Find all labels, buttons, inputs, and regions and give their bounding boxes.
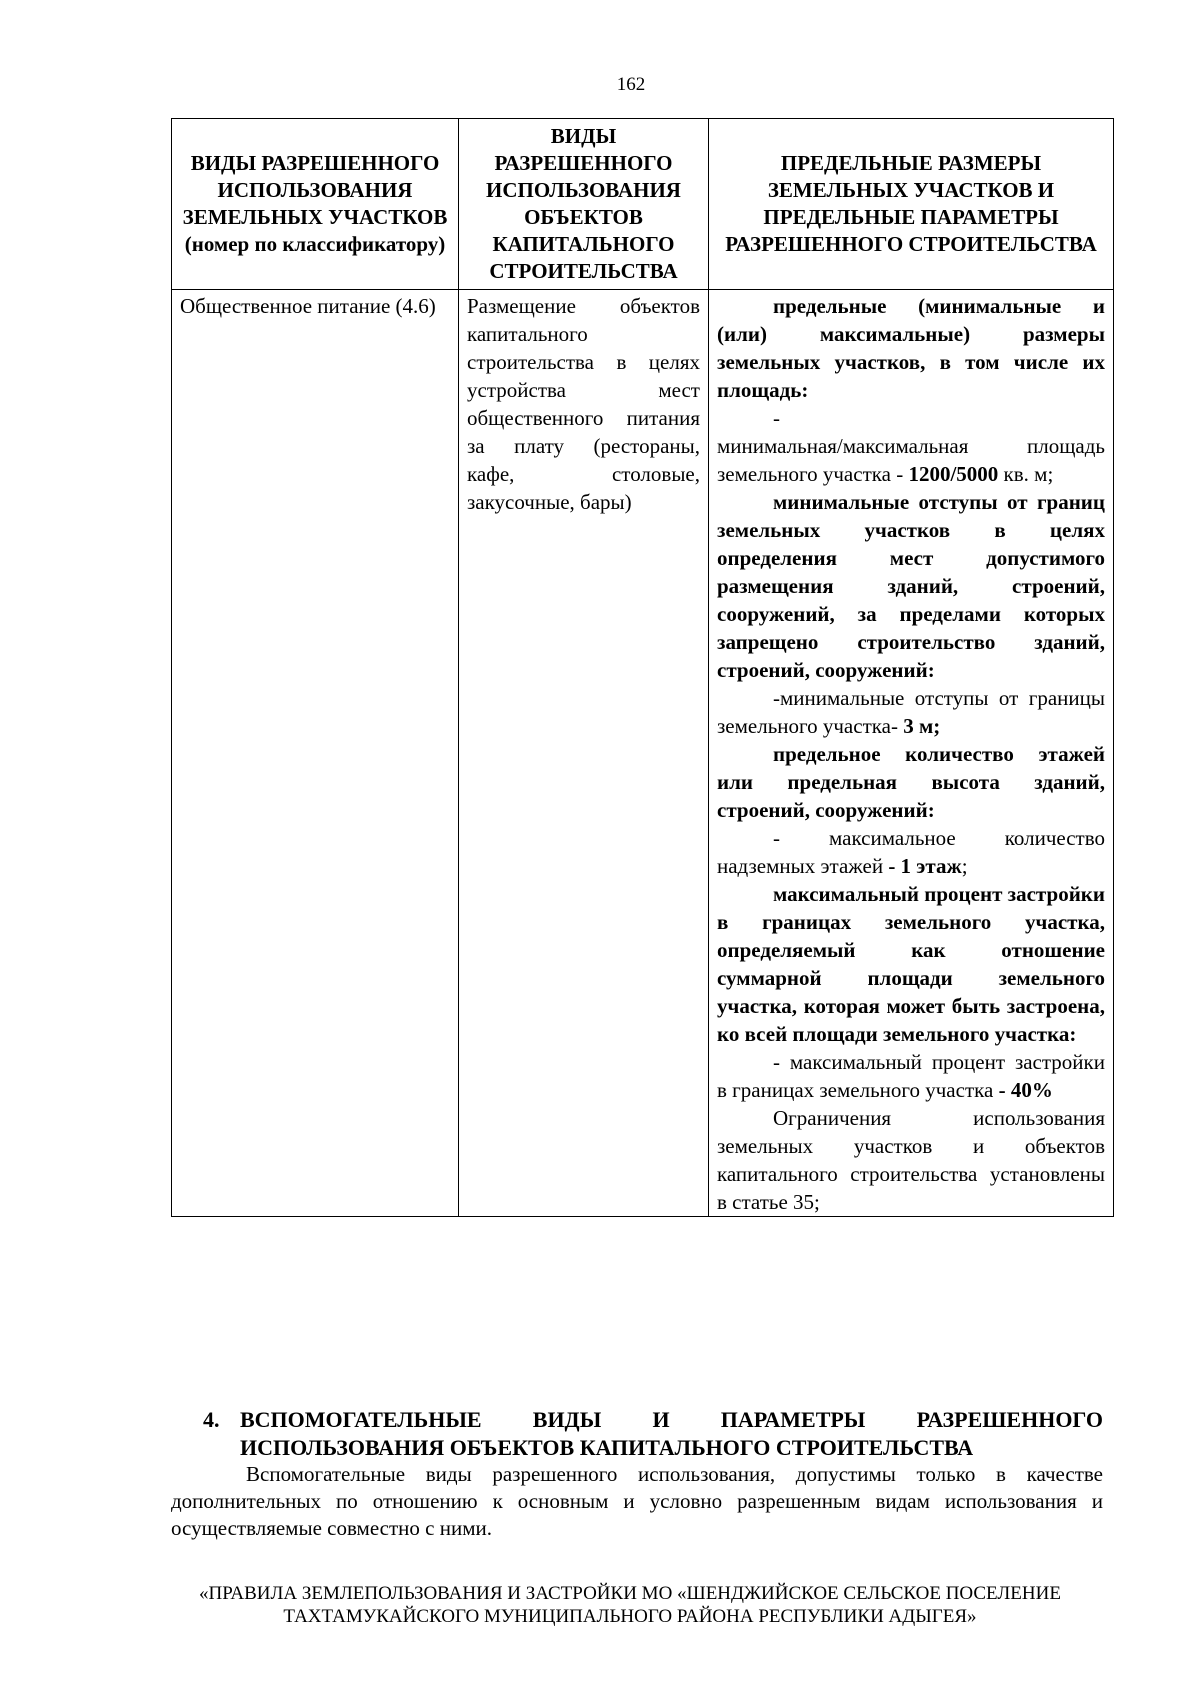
cell-land-use xyxy=(172,290,459,1217)
section-paragraph: Вспомогательные виды разрешенного использования, допустимы только в качестве дополнительных по отношению к основным и условно разрешенным видам использования и осуществляемые совместно с ними. xyxy=(171,1462,1103,1540)
header-land-use-title: ВИДЫ РАЗРЕШЕННОГО ИСПОЛЬЗОВАНИЯ ЗЕМЕЛЬНЫХ УЧАСТКОВ xyxy=(182,151,448,229)
land-use-text: Общественное питание (4.6) xyxy=(180,294,436,318)
header-limit-parameters: ПРЕДЕЛЬНЫЕ РАЗМЕРЫ ЗЕМЕЛЬНЫХ УЧАСТКОВ И ПРЕДЕЛЬНЫЕ ПАРАМЕТРЫ РАЗРЕШЕННОГО СТРОИТЕЛЬСТВА xyxy=(709,119,1114,290)
footer-line1: «ПРАВИЛА ЗЕМЛЕПОЛЬЗОВАНИЯ И ЗАСТРОЙКИ МО «ШЕНДЖИЙСКОЕ СЕЛЬСКОЕ ПОСЕЛЕНИЕ xyxy=(199,1583,1061,1604)
param-setbacks-heading: минимальные отступы от границ земельных участков в целях определения мест допустимого размещения зданий, строений, сооружений, за пределами которых запрещено строительство зданий, строений, сооружений: xyxy=(717,490,1105,682)
header-land-use-types xyxy=(172,119,459,290)
param-setbacks-value: -минимальные отступы от границы земельного участка- 3 м; xyxy=(717,686,1105,738)
param-floors-heading: предельное количество этажей или предельная высота зданий, строений, сооружений: xyxy=(717,742,1105,822)
zoning-table xyxy=(171,118,1114,1217)
cell-building-use xyxy=(459,290,709,1217)
table-row xyxy=(172,290,1114,1217)
param-floors-value: - максимальное количество надземных этажей - 1 этаж; xyxy=(717,826,1105,878)
section-title-line1: 4. ВСПОМОГАТЕЛЬНЫЕ ВИДЫ И ПАРАМЕТРЫ РАЗРЕШЕННОГО xyxy=(203,1407,1103,1432)
section-title-line2: ИСПОЛЬЗОВАНИЯ ОБЪЕКТОВ КАПИТАЛЬНОГО СТРОИТЕЛЬСТВА xyxy=(240,1435,974,1460)
param-coverage-value: - максимальный процент застройки в границах земельного участка - 40% xyxy=(717,1050,1105,1102)
header-land-use-note: (номер по классификатору) xyxy=(184,232,446,256)
table-header-row xyxy=(172,119,1114,290)
footer-line2: ТАХТАМУКАЙСКОГО МУНИЦИПАЛЬНОГО РАЙОНА РЕСПУБЛИКИ АДЫГЕЯ» xyxy=(283,1606,977,1627)
cell-parameters xyxy=(709,290,1114,1217)
header-building-use-types: ВИДЫ РАЗРЕШЕННОГО ИСПОЛЬЗОВАНИЯ ОБЪЕКТОВ КАПИТАЛЬНОГО СТРОИТЕЛЬСТВА xyxy=(459,119,709,290)
page-footer xyxy=(120,1582,1140,1628)
param-coverage-heading: максимальный процент застройки в границах земельного участка, определяемый как отношение суммарной площади земельного участка, которая может быть застроена, ко всей площади земельного участка: xyxy=(717,882,1105,1046)
param-plot-size-dash: - xyxy=(773,406,780,430)
page-number: 162 xyxy=(616,74,646,95)
param-plot-size-heading: предельные (минимальные и (или) максимальные) размеры земельных участков, в том числе их площадь: xyxy=(717,294,1105,402)
building-use-text: Размещение объектов капитального строительства в целях устройства мест общественного питания за плату (рестораны, кафе, столовые, закусочные, бары) xyxy=(467,294,700,514)
param-restrictions: Ограничения использования земельных участков и объектов капитального строительства установлены в статье 35; xyxy=(717,1106,1105,1214)
section-title xyxy=(203,1406,1103,1462)
section-body xyxy=(171,1461,1103,1542)
param-plot-area: минимальная/максимальная площадь земельного участка - 1200/5000 кв. м; xyxy=(717,434,1105,486)
